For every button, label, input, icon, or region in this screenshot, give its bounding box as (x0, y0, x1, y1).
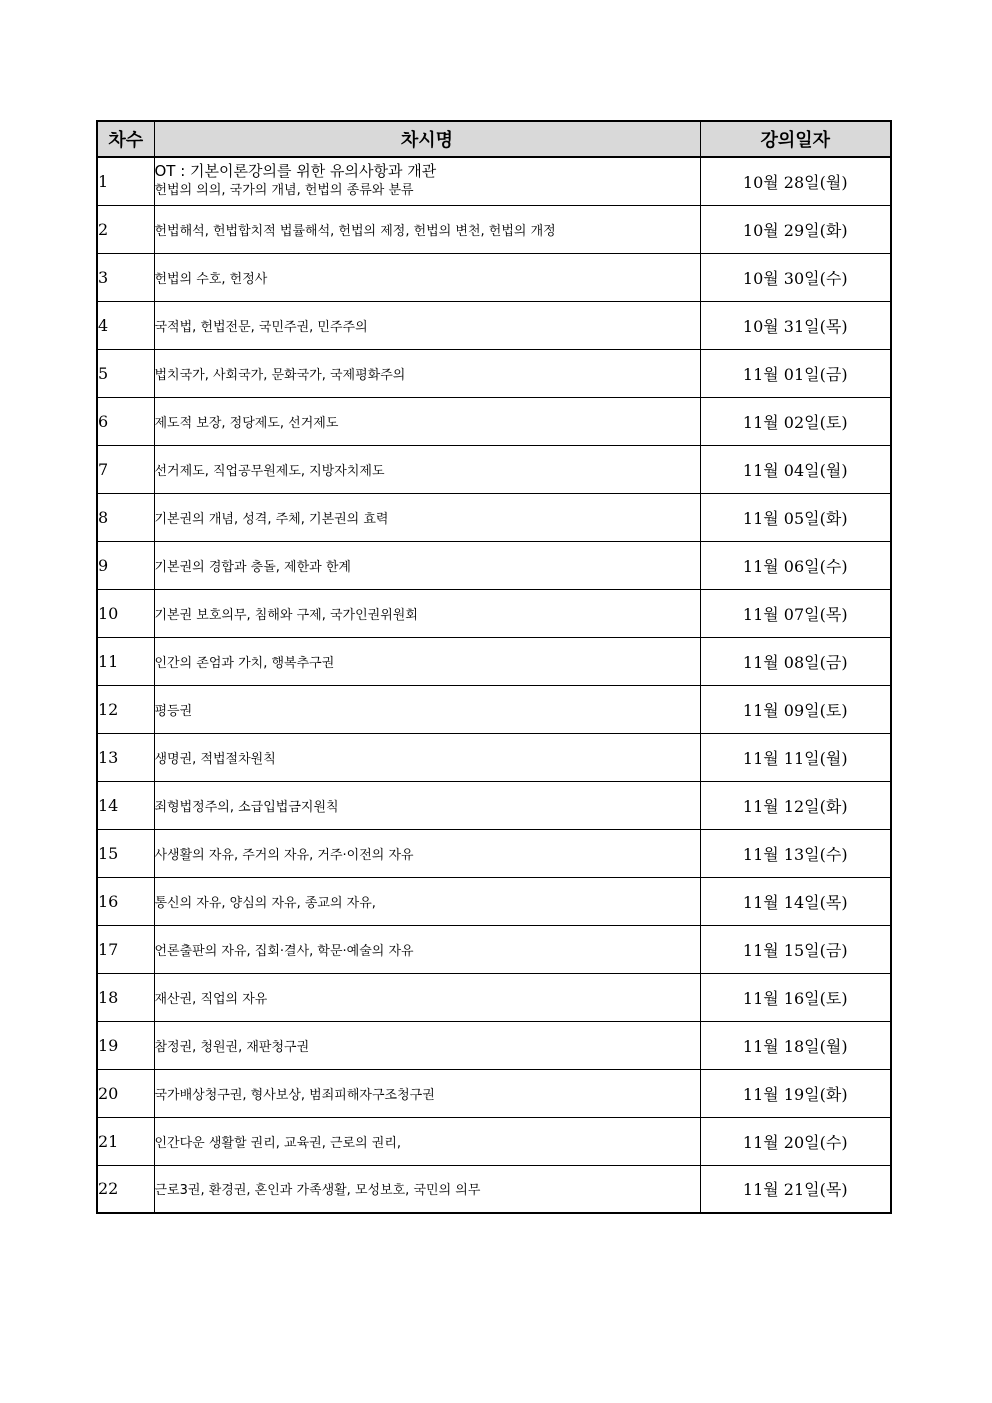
session-title: 국가배상청구권, 형사보상, 범죄피해자구조청구권 (154, 1069, 700, 1117)
session-title: 근로3권, 환경권, 혼인과 가족생활, 모성보호, 국민의 의무 (154, 1165, 700, 1213)
table-header (97, 121, 891, 157)
table-row (97, 1069, 891, 1117)
session-title: 죄형법정주의, 소급입법금지원칙 (154, 781, 700, 829)
table-row (97, 445, 891, 493)
session-title: 선거제도, 직업공무원제도, 지방자치제도 (154, 445, 700, 493)
table-row (97, 253, 891, 301)
session-number: 13 (97, 733, 154, 781)
session-date: 11월 14일(목) (700, 877, 891, 925)
session-number: 22 (97, 1165, 154, 1213)
session-number: 17 (97, 925, 154, 973)
session-number: 19 (97, 1021, 154, 1069)
session-title: 제도적 보장, 정당제도, 선거제도 (154, 397, 700, 445)
session-date: 10월 29일(화) (700, 205, 891, 253)
session-title: 사생활의 자유, 주거의 자유, 거주·이전의 자유 (154, 829, 700, 877)
session-date: 11월 05일(화) (700, 493, 891, 541)
header-date: 강의일자 (700, 121, 891, 157)
table-row (97, 301, 891, 349)
session-number: 20 (97, 1069, 154, 1117)
session-date: 10월 31일(목) (700, 301, 891, 349)
session-date: 11월 18일(월) (700, 1021, 891, 1069)
table-row (97, 205, 891, 253)
header-row (97, 121, 891, 157)
session-title-line2: 헌법의 의의, 국가의 개념, 헌법의 종류와 분류 (154, 183, 414, 199)
session-title: 인간다운 생활할 권리, 교육권, 근로의 권리, (154, 1117, 700, 1165)
session-title: 국적법, 헌법전문, 국민주권, 민주주의 (154, 301, 700, 349)
session-number: 16 (97, 877, 154, 925)
session-title: 기본권의 개념, 성격, 주체, 기본권의 효력 (154, 493, 700, 541)
session-number: 11 (97, 637, 154, 685)
session-date: 11월 15일(금) (700, 925, 891, 973)
session-title: 법치국가, 사회국가, 문화국가, 국제평화주의 (154, 349, 700, 397)
session-date: 11월 12일(화) (700, 781, 891, 829)
session-number: 3 (97, 253, 154, 301)
session-number: 21 (97, 1117, 154, 1165)
session-title: 평등권 (154, 685, 700, 733)
session-date: 11월 19일(화) (700, 1069, 891, 1117)
lecture-schedule-table (96, 120, 892, 1214)
table-row (97, 157, 891, 205)
session-title: 기본권의 경합과 충돌, 제한과 한계 (154, 541, 700, 589)
session-date: 11월 01일(금) (700, 349, 891, 397)
table-row (97, 349, 891, 397)
table-row (97, 829, 891, 877)
session-number: 4 (97, 301, 154, 349)
session-date: 11월 21일(목) (700, 1165, 891, 1213)
table-row (97, 1021, 891, 1069)
table-row (97, 637, 891, 685)
session-date: 11월 08일(금) (700, 637, 891, 685)
session-title: 헌법의 수호, 헌정사 (154, 253, 700, 301)
session-number: 5 (97, 349, 154, 397)
session-number: 14 (97, 781, 154, 829)
header-session: 차수 (97, 121, 154, 157)
table-row (97, 877, 891, 925)
table-row (97, 733, 891, 781)
table-row (97, 973, 891, 1021)
session-title: 참정권, 청원권, 재판청구권 (154, 1021, 700, 1069)
session-title: 생명권, 적법절차원칙 (154, 733, 700, 781)
table-row (97, 925, 891, 973)
session-date: 11월 16일(토) (700, 973, 891, 1021)
session-date: 11월 04일(월) (700, 445, 891, 493)
table-row (97, 397, 891, 445)
table-row (97, 1117, 891, 1165)
session-date: 11월 09일(토) (700, 685, 891, 733)
session-number: 18 (97, 973, 154, 1021)
session-number: 6 (97, 397, 154, 445)
table-row (97, 541, 891, 589)
session-date: 11월 11일(월) (700, 733, 891, 781)
session-title: 기본권 보호의무, 침해와 구제, 국가인권위원회 (154, 589, 700, 637)
header-title: 차시명 (154, 121, 700, 157)
session-title: 헌법해석, 헌법합치적 법률해석, 헌법의 제정, 헌법의 변천, 헌법의 개정 (154, 205, 700, 253)
session-date: 11월 07일(목) (700, 589, 891, 637)
session-number: 12 (97, 685, 154, 733)
session-number: 9 (97, 541, 154, 589)
table-row (97, 1165, 891, 1213)
session-number: 15 (97, 829, 154, 877)
session-date: 11월 02일(토) (700, 397, 891, 445)
table-row (97, 493, 891, 541)
session-date: 10월 30일(수) (700, 253, 891, 301)
session-date: 11월 20일(수) (700, 1117, 891, 1165)
session-number: 10 (97, 589, 154, 637)
session-title-line1: OT : 기본이론강의를 위한 유의사항과 개관 (154, 162, 437, 181)
table-body (97, 157, 891, 1213)
table-row (97, 589, 891, 637)
session-title: 인간의 존엄과 가치, 행복추구권 (154, 637, 700, 685)
session-number: 2 (97, 205, 154, 253)
table-row (97, 781, 891, 829)
session-title (154, 157, 700, 205)
session-number: 1 (97, 157, 154, 205)
session-number: 8 (97, 493, 154, 541)
session-date: 11월 06일(수) (700, 541, 891, 589)
session-date: 11월 13일(수) (700, 829, 891, 877)
session-title: 통신의 자유, 양심의 자유, 종교의 자유, (154, 877, 700, 925)
session-title: 재산권, 직업의 자유 (154, 973, 700, 1021)
session-date: 10월 28일(월) (700, 157, 891, 205)
session-title: 언론출판의 자유, 집회·결사, 학문·예술의 자유 (154, 925, 700, 973)
table-row (97, 685, 891, 733)
session-number: 7 (97, 445, 154, 493)
